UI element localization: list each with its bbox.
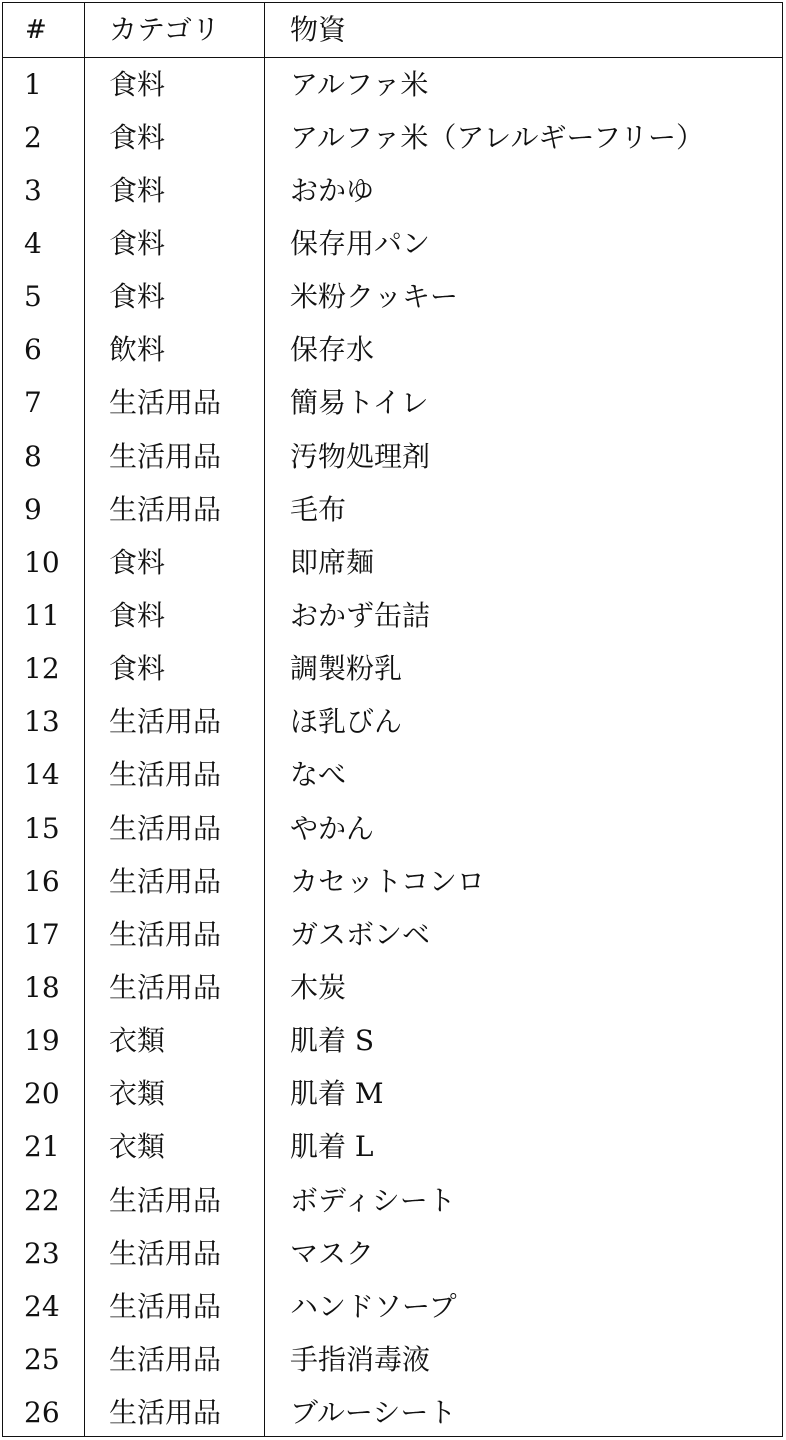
row-item: おかゆ: [290, 173, 375, 207]
row-category: 生活用品: [109, 758, 222, 792]
header-item: 物資: [290, 13, 347, 46]
row-number: 19: [24, 1024, 60, 1058]
row-item: おかず缶詰: [290, 598, 431, 632]
row-number: 5: [24, 280, 42, 314]
row-number: 12: [24, 652, 60, 686]
row-number: 25: [24, 1342, 60, 1376]
row-number: 1: [24, 67, 42, 101]
row-category: 生活用品: [109, 811, 222, 845]
table-row: [3, 696, 782, 749]
row-number: 16: [24, 864, 60, 898]
table-row: [3, 483, 782, 536]
row-item: 即席麺: [290, 545, 375, 579]
row-category: 生活用品: [109, 1183, 222, 1217]
row-category: 生活用品: [109, 705, 222, 739]
row-item: 保存用パン: [290, 226, 431, 260]
row-number: 7: [24, 386, 42, 420]
row-item: 木炭: [290, 970, 347, 1004]
row-category: 生活用品: [109, 1236, 222, 1270]
table-row: [3, 1174, 782, 1227]
row-item: ハンドソープ: [290, 1289, 457, 1323]
table-row: [3, 749, 782, 802]
table-row: [3, 1333, 782, 1386]
table-row: [3, 377, 782, 430]
row-number: 11: [24, 598, 60, 632]
row-category: 生活用品: [109, 917, 222, 951]
row-item: 手指消毒液: [290, 1342, 431, 1376]
row-category: 食料: [109, 652, 166, 686]
row-number: 21: [24, 1130, 60, 1164]
row-item: ボディシート: [290, 1183, 456, 1217]
row-number: 18: [24, 970, 60, 1004]
row-number: 13: [24, 705, 60, 739]
table-row: [3, 1280, 782, 1333]
row-category: 衣類: [109, 1130, 166, 1164]
row-category: 生活用品: [109, 492, 222, 526]
row-category: 食料: [109, 226, 166, 260]
table-row: [3, 430, 782, 483]
row-number: 9: [24, 492, 42, 526]
table-row: [3, 1387, 782, 1440]
table-row: [3, 855, 782, 908]
supply-table: [2, 2, 783, 1437]
row-item: 簡易トイレ: [290, 386, 429, 420]
table-row: [3, 164, 782, 217]
header-category: カテゴリ: [109, 13, 220, 46]
row-category: 生活用品: [109, 1342, 222, 1376]
row-number: 24: [24, 1289, 60, 1323]
row-item: アルファ米（アレルギーフリー）: [290, 120, 704, 154]
table-row: [3, 58, 782, 111]
row-item: 米粉クッキー: [290, 280, 459, 314]
row-category: 生活用品: [109, 439, 222, 473]
table-body: [3, 58, 782, 1440]
table-row: [3, 1121, 782, 1174]
row-number: 26: [24, 1396, 60, 1430]
row-item: アルファ米: [290, 67, 429, 101]
row-item: カセットコンロ: [290, 864, 485, 898]
row-number: 6: [24, 333, 42, 367]
row-number: 15: [24, 811, 60, 845]
row-category: 飲料: [109, 333, 166, 367]
row-number: 20: [24, 1077, 60, 1111]
row-category: 生活用品: [109, 864, 222, 898]
table-row: [3, 1015, 782, 1068]
row-number: 14: [24, 758, 60, 792]
row-item: マスク: [290, 1236, 375, 1270]
table-row: [3, 643, 782, 696]
table-row: [3, 217, 782, 270]
row-item: 保存水: [290, 333, 375, 367]
table-row: [3, 1068, 782, 1121]
table-row: [3, 961, 782, 1014]
row-item: 汚物処理剤: [290, 439, 431, 473]
table-row: [3, 536, 782, 589]
header-number: #: [25, 15, 47, 45]
row-category: 食料: [109, 173, 166, 207]
table-row: [3, 589, 782, 642]
row-category: 衣類: [109, 1024, 166, 1058]
row-number: 8: [24, 439, 42, 473]
row-number: 2: [24, 120, 42, 154]
table-header-row: [3, 3, 782, 57]
table-row: [3, 111, 782, 164]
row-category: 食料: [109, 598, 166, 632]
row-item: 調製粉乳: [290, 652, 403, 686]
row-item: なべ: [290, 758, 347, 792]
row-item: ブルーシート: [290, 1396, 457, 1430]
table-row: [3, 802, 782, 855]
table-row: [3, 324, 782, 377]
row-number: 10: [24, 545, 60, 579]
row-item: 肌着 M: [290, 1077, 384, 1111]
row-category: 生活用品: [109, 386, 222, 420]
row-category: 衣類: [109, 1077, 166, 1111]
row-item: ほ乳びん: [290, 705, 403, 739]
table-row: [3, 908, 782, 961]
row-item: 毛布: [290, 492, 347, 526]
row-category: 食料: [109, 545, 166, 579]
row-item: 肌着 S: [290, 1024, 375, 1058]
row-number: 4: [24, 226, 42, 260]
table-row: [3, 271, 782, 324]
row-item: 肌着 L: [290, 1130, 374, 1164]
row-number: 23: [24, 1236, 60, 1270]
table-row: [3, 1227, 782, 1280]
row-category: 生活用品: [109, 1289, 222, 1323]
row-item: やかん: [290, 811, 375, 845]
row-category: 食料: [109, 280, 166, 314]
row-number: 17: [24, 917, 60, 951]
row-category: 生活用品: [109, 1396, 222, 1430]
row-number: 3: [24, 173, 42, 207]
row-category: 食料: [109, 67, 166, 101]
row-category: 生活用品: [109, 970, 222, 1004]
row-item: ガスボンベ: [290, 917, 431, 951]
row-number: 22: [24, 1183, 60, 1217]
row-category: 食料: [109, 120, 166, 154]
